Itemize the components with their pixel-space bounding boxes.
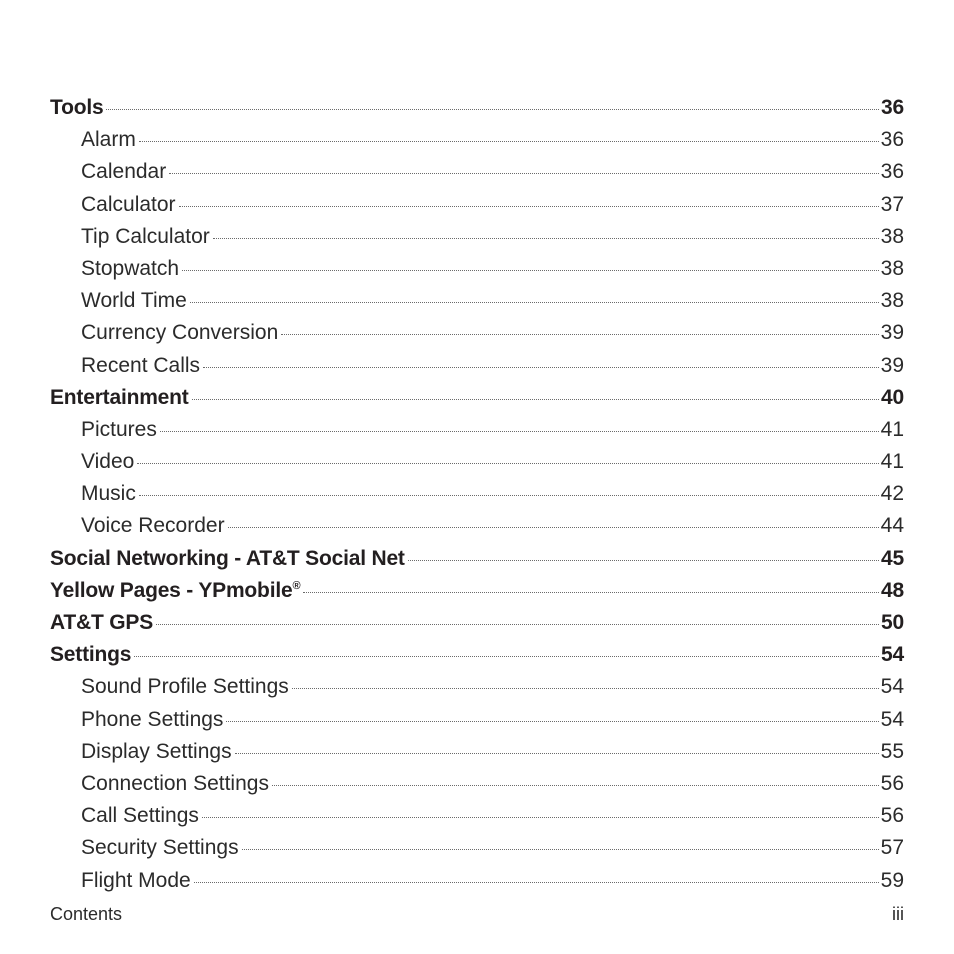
dot-leader bbox=[139, 495, 879, 496]
dot-leader bbox=[182, 270, 879, 271]
toc-section-entry[interactable] bbox=[50, 382, 904, 414]
dot-leader bbox=[169, 173, 878, 174]
toc-entry-page: 59 bbox=[880, 868, 904, 892]
toc-entry-title: Tip Calculator bbox=[81, 224, 210, 248]
dot-leader bbox=[202, 817, 879, 818]
toc-subsection-entry[interactable] bbox=[50, 446, 904, 478]
dot-leader bbox=[272, 785, 879, 786]
toc-entry-title: Music bbox=[81, 482, 136, 506]
page-footer bbox=[50, 904, 904, 925]
toc-entry-page: 36 bbox=[880, 160, 904, 184]
toc-entry-title: Stopwatch bbox=[81, 256, 180, 280]
toc-entry-page: 39 bbox=[880, 353, 904, 377]
toc-entry-title: Display Settings bbox=[81, 739, 232, 763]
toc-section-entry[interactable] bbox=[50, 575, 904, 607]
toc-entry-title: Video bbox=[81, 450, 135, 474]
toc-entry-title: Calendar bbox=[81, 160, 167, 184]
toc-entry-page: 38 bbox=[880, 224, 904, 248]
dot-leader bbox=[106, 109, 879, 110]
toc-entry-title: Phone Settings bbox=[81, 707, 224, 731]
toc-entry-page: 44 bbox=[880, 514, 904, 538]
dot-leader bbox=[160, 431, 879, 432]
toc-entry-page: 55 bbox=[880, 739, 904, 763]
toc-section-entry[interactable] bbox=[50, 607, 904, 639]
dot-leader bbox=[213, 238, 879, 239]
toc-entry-title: Sound Profile Settings bbox=[81, 675, 289, 699]
dot-leader bbox=[139, 141, 879, 142]
toc-subsection-entry[interactable] bbox=[50, 285, 904, 317]
dot-leader bbox=[235, 753, 879, 754]
toc-entry-page: 39 bbox=[880, 321, 904, 345]
toc-list bbox=[50, 92, 904, 897]
toc-entry-title: Tools bbox=[50, 96, 104, 119]
toc-entry-page: 56 bbox=[880, 804, 904, 828]
toc-entry-title: Calculator bbox=[81, 192, 176, 216]
toc-subsection-entry[interactable] bbox=[50, 221, 904, 253]
toc-subsection-entry[interactable] bbox=[50, 671, 904, 703]
toc-subsection-entry[interactable] bbox=[50, 350, 904, 382]
dot-leader bbox=[226, 721, 878, 722]
toc-entry-page: 40 bbox=[881, 385, 904, 409]
toc-subsection-entry[interactable] bbox=[50, 478, 904, 510]
toc-section-entry[interactable] bbox=[50, 639, 904, 671]
toc-entry-title: Currency Conversion bbox=[81, 321, 279, 345]
toc-entry-title: Flight Mode bbox=[81, 868, 191, 892]
toc-entry-page: 41 bbox=[880, 417, 904, 441]
dot-leader bbox=[190, 302, 879, 303]
toc-entry-page: 54 bbox=[880, 707, 904, 731]
footer-section-label: Contents bbox=[50, 904, 123, 924]
toc-subsection-entry[interactable] bbox=[50, 414, 904, 446]
dot-leader bbox=[292, 688, 879, 689]
toc-subsection-entry[interactable] bbox=[50, 832, 904, 864]
toc-entry-page: 36 bbox=[880, 128, 904, 152]
toc-subsection-entry[interactable] bbox=[50, 510, 904, 542]
toc-entry-page: 36 bbox=[881, 96, 904, 119]
toc-entry-page: 50 bbox=[881, 611, 904, 634]
toc-entry-page: 48 bbox=[881, 578, 904, 602]
dot-leader bbox=[194, 882, 879, 883]
registered-mark: ® bbox=[292, 579, 301, 592]
toc-entry-page: 41 bbox=[880, 450, 904, 474]
toc-entry-page: 57 bbox=[880, 836, 904, 860]
toc-subsection-entry[interactable] bbox=[50, 253, 904, 285]
dot-leader bbox=[228, 527, 879, 528]
toc-entry-title: Pictures bbox=[81, 417, 157, 441]
dot-leader bbox=[156, 624, 879, 625]
toc-subsection-entry[interactable] bbox=[50, 768, 904, 800]
toc-entry-page: 42 bbox=[880, 482, 904, 506]
toc-subsection-entry[interactable] bbox=[50, 736, 904, 768]
toc-subsection-entry[interactable] bbox=[50, 704, 904, 736]
toc-entry-title: Entertainment bbox=[50, 385, 189, 409]
toc-entry-title: Recent Calls bbox=[81, 353, 201, 377]
dot-leader bbox=[303, 592, 879, 593]
toc-entry-page: 37 bbox=[880, 192, 904, 216]
toc-entry-page: 54 bbox=[880, 675, 904, 699]
toc-entry-title: Voice Recorder bbox=[81, 514, 225, 538]
dot-leader bbox=[134, 656, 879, 657]
toc-entry-title: Settings bbox=[50, 643, 132, 667]
toc-subsection-entry[interactable] bbox=[50, 124, 904, 156]
dot-leader bbox=[281, 334, 878, 335]
dot-leader bbox=[203, 367, 879, 368]
dot-leader bbox=[179, 206, 879, 207]
toc-entry-page: 38 bbox=[880, 289, 904, 313]
dot-leader bbox=[192, 399, 879, 400]
toc-subsection-entry[interactable] bbox=[50, 156, 904, 188]
toc-entry-page: 54 bbox=[881, 643, 904, 667]
toc-subsection-entry[interactable] bbox=[50, 865, 904, 897]
toc-entry-title: AT&T GPS bbox=[50, 611, 154, 634]
toc-subsection-entry[interactable] bbox=[50, 317, 904, 349]
dot-leader bbox=[137, 463, 878, 464]
toc-entry-title: Call Settings bbox=[81, 804, 199, 828]
toc-entry-title: Social Networking - AT&T Social Net bbox=[50, 546, 405, 570]
footer-page-number: iii bbox=[892, 904, 904, 924]
toc-entry-page: 56 bbox=[880, 771, 904, 795]
toc-section-entry[interactable] bbox=[50, 543, 904, 575]
toc-entry-title: World Time bbox=[81, 289, 187, 313]
toc-subsection-entry[interactable] bbox=[50, 189, 904, 221]
toc-entry-page: 45 bbox=[881, 546, 904, 570]
dot-leader bbox=[242, 849, 879, 850]
toc-entry-page: 38 bbox=[880, 256, 904, 280]
table-of-contents bbox=[50, 92, 904, 897]
dot-leader bbox=[408, 560, 879, 561]
toc-entry-title: Alarm bbox=[81, 128, 136, 152]
toc-entry-title: Yellow Pages - YPmobile® bbox=[50, 578, 301, 602]
toc-section-entry[interactable] bbox=[50, 92, 904, 124]
toc-entry-title: Security Settings bbox=[81, 836, 239, 860]
toc-subsection-entry[interactable] bbox=[50, 800, 904, 832]
toc-entry-title: Connection Settings bbox=[81, 771, 269, 795]
